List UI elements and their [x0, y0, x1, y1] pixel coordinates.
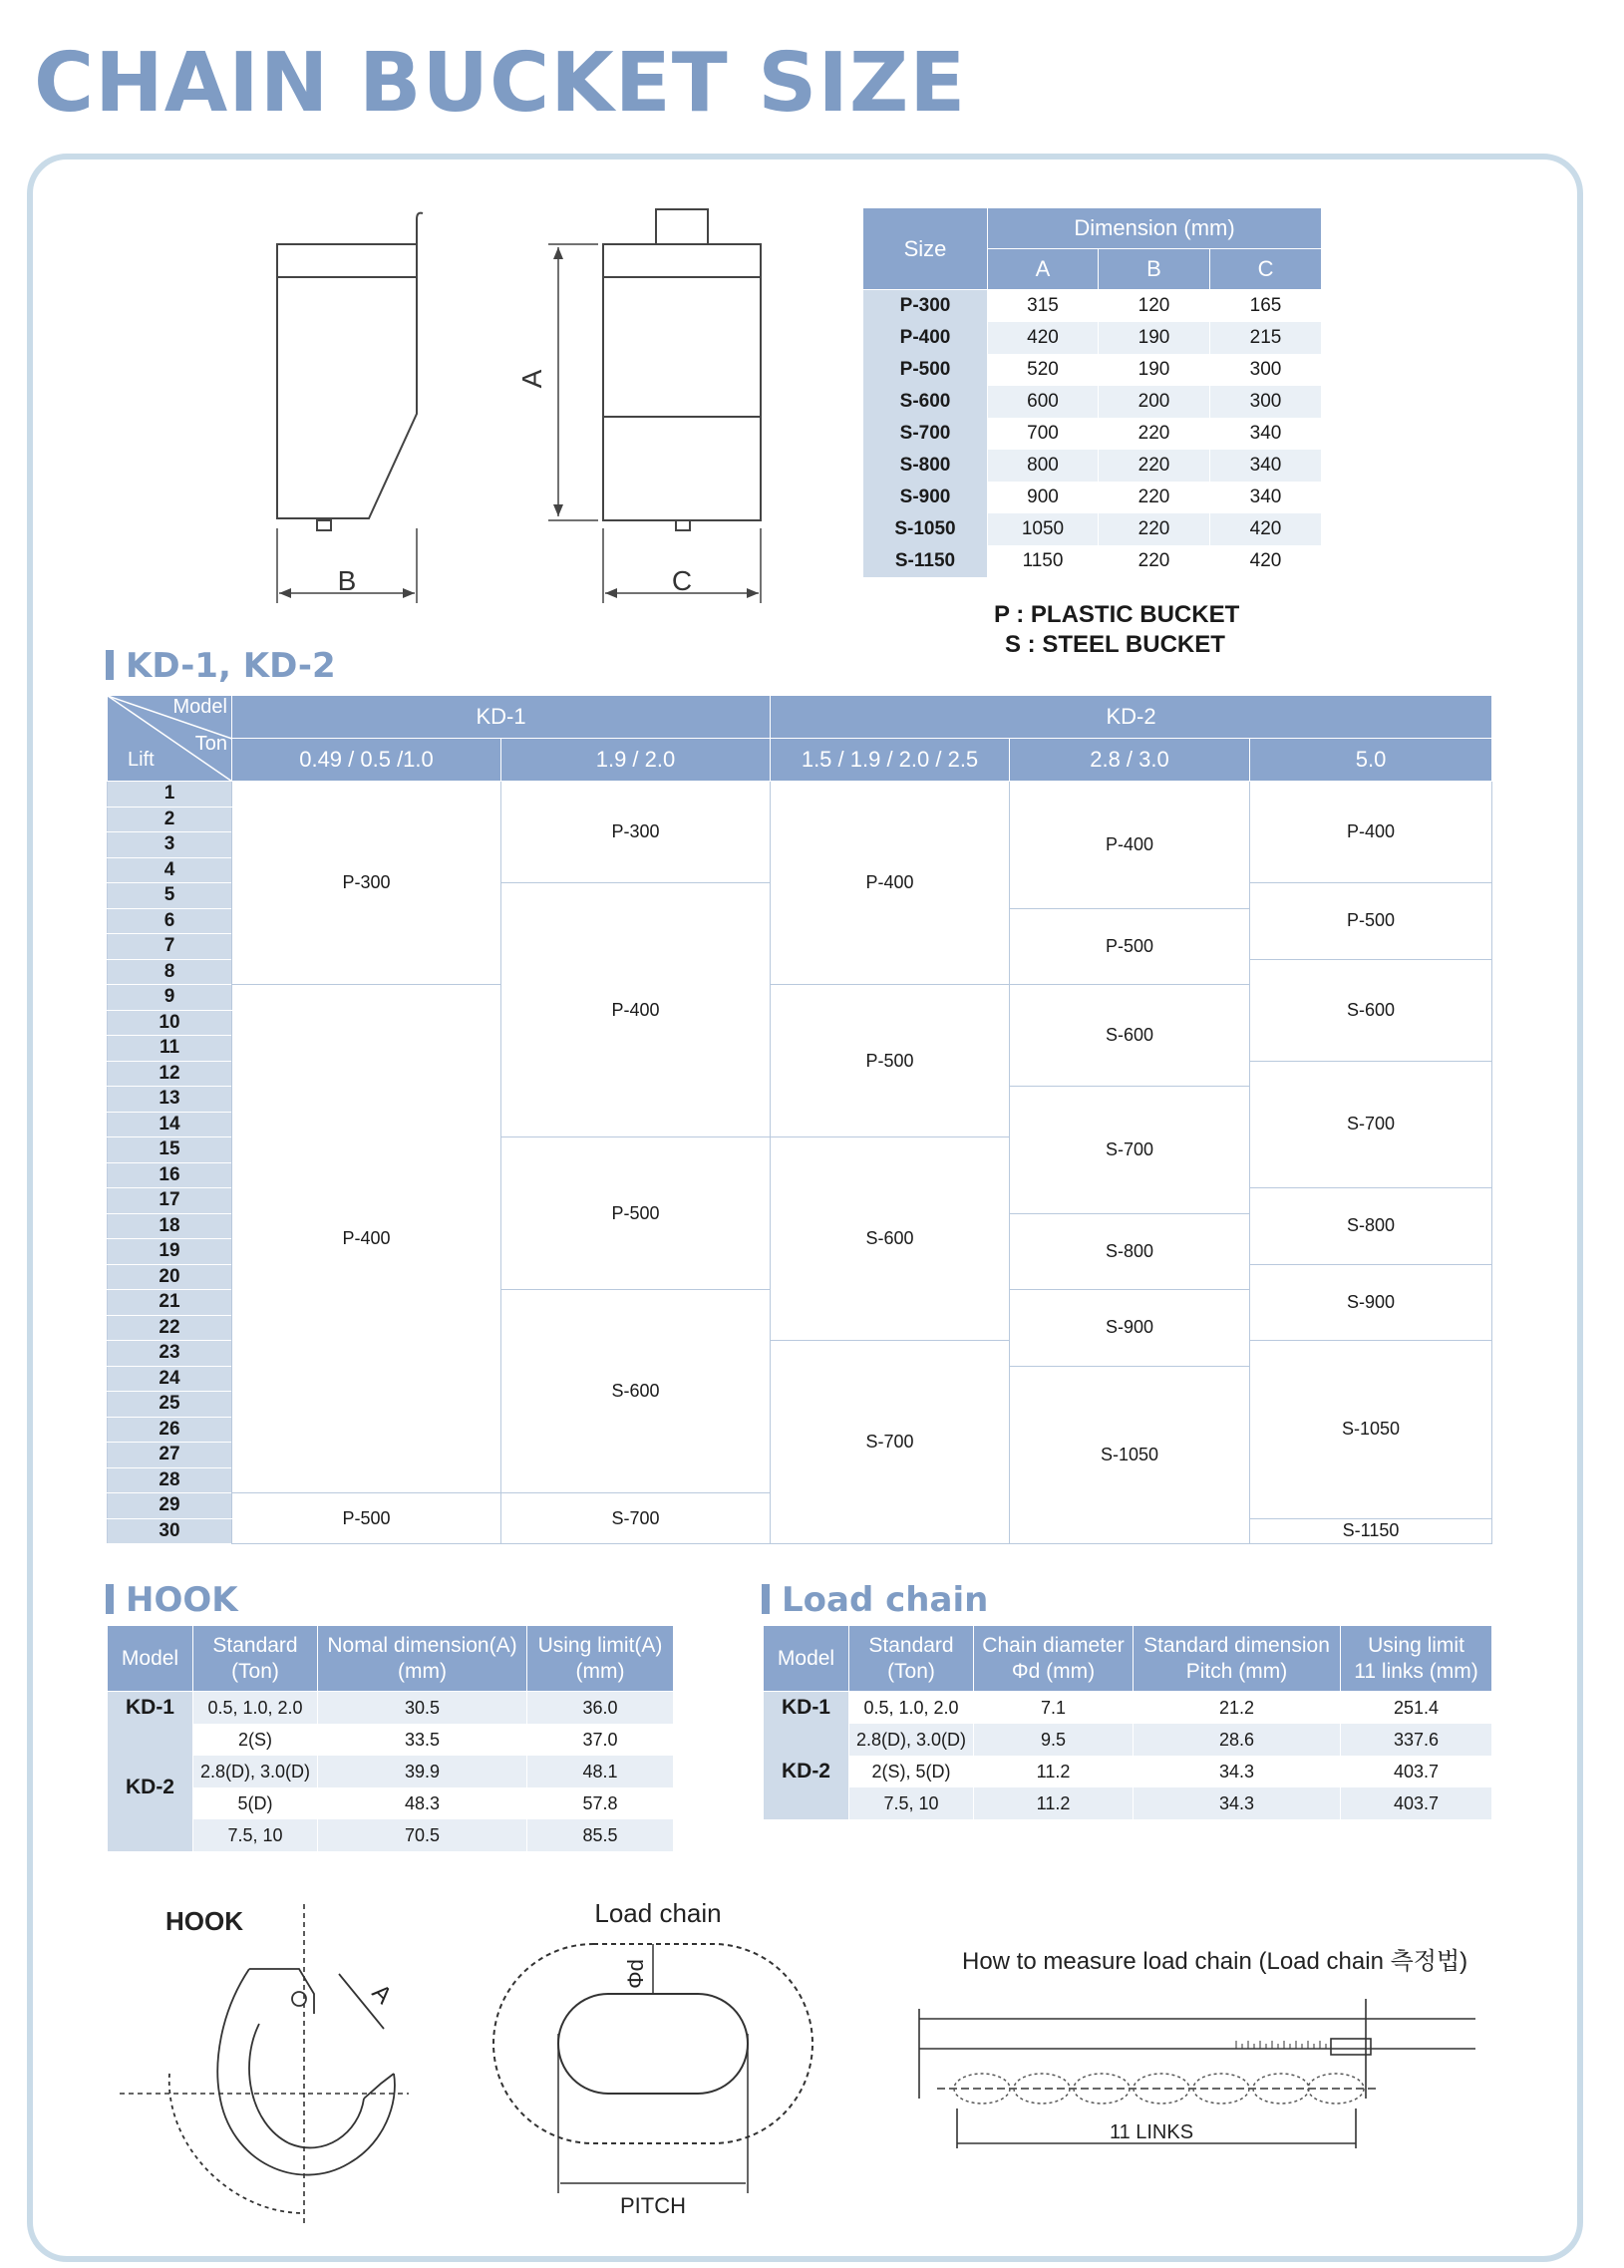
hook-limit: 85.5 [527, 1819, 674, 1851]
chain-standard: 2.8(D), 3.0(D) [849, 1724, 974, 1756]
bucket-side-body [277, 277, 417, 518]
chain-diameter: 11.2 [974, 1787, 1134, 1819]
chain-dim-d: Φd [623, 1959, 648, 1989]
load-chain-table [763, 1625, 1492, 1819]
lift-number: 6 [108, 908, 232, 934]
bucket-size-cell-col5: S-800 [1250, 1188, 1492, 1265]
dim-c-cell: 300 [1210, 386, 1322, 418]
dim-a-cell: 1150 [988, 545, 1099, 577]
bucket-size-cell-col5: S-1050 [1250, 1341, 1492, 1519]
ton-col-4: 2.8 / 3.0 [1010, 739, 1250, 782]
bucket-drawing [259, 199, 778, 618]
hook-header-limit-1: Using limit(A) [537, 1633, 663, 1657]
chain-row [764, 1724, 1492, 1756]
bucket-size-cell-col5: P-400 [1250, 782, 1492, 883]
chain-diagram-label: Load chain [594, 1898, 722, 1928]
lift-table-body [108, 782, 1492, 1544]
hook-standard: 0.5, 1.0, 2.0 [193, 1692, 318, 1725]
size-cell: S-1150 [863, 545, 988, 577]
lift-number: 30 [108, 1518, 232, 1544]
lift-number: 2 [108, 807, 232, 832]
lift-number: 29 [108, 1493, 232, 1519]
chain-pitch: 34.3 [1134, 1756, 1341, 1787]
chain-link-diagram [479, 1894, 847, 2223]
lift-number: 25 [108, 1392, 232, 1418]
dim-c-cell: 420 [1210, 513, 1322, 545]
chain-table-body [764, 1692, 1492, 1820]
ton-col-3: 1.5 / 1.9 / 2.0 / 2.5 [771, 739, 1010, 782]
lift-number: 1 [108, 782, 232, 808]
hook-header-standard-2: (Ton) [231, 1659, 279, 1683]
hook-section-heading [106, 1580, 238, 1620]
dim-b-cell: 220 [1099, 418, 1210, 450]
bucket-size-cell-col1: P-400 [232, 985, 501, 1493]
hook-table [107, 1625, 674, 1851]
hook-dim-a: A [366, 1979, 398, 2010]
size-cell: S-600 [863, 386, 988, 418]
kd-section-heading [106, 646, 336, 686]
dim-b-cell: 220 [1099, 545, 1210, 577]
chain-limit: 251.4 [1341, 1692, 1492, 1725]
dim-a-cell: 315 [988, 290, 1099, 323]
lift-number: 11 [108, 1036, 232, 1062]
hook-row [108, 1787, 674, 1819]
dim-c-cell: 420 [1210, 545, 1322, 577]
hook-standard: 2(S) [193, 1724, 318, 1756]
hook-diagram-label: HOOK [165, 1906, 243, 1936]
dim-a-cell: 1050 [988, 513, 1099, 545]
chain-dim-pitch: PITCH [620, 2193, 686, 2218]
dim-label-c: C [671, 565, 693, 596]
corner-ton: Ton [194, 733, 227, 755]
hook-header-limit-2: (mm) [575, 1659, 625, 1683]
dim-b-cell: 200 [1099, 386, 1210, 418]
size-cell: P-300 [863, 290, 988, 323]
lift-number: 5 [108, 883, 232, 909]
size-cell: P-500 [863, 354, 988, 386]
chain-link-inner [558, 1994, 748, 2094]
size-row [863, 322, 1322, 354]
bucket-size-cell-col2: S-600 [501, 1290, 771, 1493]
hook-header-nominal-1: Nomal dimension(A) [327, 1633, 517, 1657]
chain-pitch: 21.2 [1134, 1692, 1341, 1725]
size-row [863, 513, 1322, 545]
header-dimension: Dimension (mm) [988, 208, 1322, 249]
hook-row [108, 1724, 674, 1756]
dim-c-cell: 340 [1210, 450, 1322, 482]
chain-row [764, 1787, 1492, 1819]
bucket-size-cell-col2: P-500 [501, 1137, 771, 1290]
hook-table-body [108, 1692, 674, 1852]
bucket-size-cell-col4: P-400 [1010, 782, 1250, 909]
hook-standard: 7.5, 10 [193, 1819, 318, 1851]
note-steel: S : STEEL BUCKET [1005, 631, 1225, 658]
hook-nominal: 48.3 [318, 1787, 527, 1819]
hook-diagram [110, 1894, 449, 2233]
chain-header-standard [849, 1626, 974, 1692]
bucket-size-table [862, 207, 1322, 577]
corner-header [108, 696, 232, 782]
chain-header-standard-2: (Ton) [887, 1659, 935, 1683]
chain-row [764, 1692, 1492, 1725]
chain-header-diameter-1: Chain diameter [982, 1633, 1125, 1657]
lift-number: 7 [108, 934, 232, 960]
header-size: Size [863, 208, 988, 290]
hook-limit: 57.8 [527, 1787, 674, 1819]
chain-header-limit-1: Using limit [1368, 1633, 1464, 1657]
lift-number: 22 [108, 1315, 232, 1341]
lift-number: 9 [108, 985, 232, 1011]
header-col-a: A [988, 249, 1099, 290]
lift-number: 14 [108, 1112, 232, 1137]
dim-a-cell: 700 [988, 418, 1099, 450]
size-table-body [863, 290, 1322, 578]
hook-header-nominal [318, 1626, 527, 1692]
header-col-c: C [1210, 249, 1322, 290]
size-row [863, 450, 1322, 482]
bucket-size-cell-col4: P-500 [1010, 908, 1250, 985]
bucket-size-cell-col4: S-600 [1010, 985, 1250, 1087]
chain-header-model: Model [764, 1626, 849, 1692]
chain-pitch: 28.6 [1134, 1724, 1341, 1756]
size-cell: S-1050 [863, 513, 988, 545]
bucket-size-cell-col2: P-400 [501, 883, 771, 1137]
lift-row [108, 782, 1492, 808]
bucket-size-cell-col3: S-700 [771, 1341, 1010, 1544]
lift-number: 16 [108, 1162, 232, 1188]
dim-c-cell: 340 [1210, 418, 1322, 450]
dim-label-b: B [337, 565, 357, 596]
hook-header-model: Model [108, 1626, 193, 1692]
bucket-side-lip [277, 244, 417, 277]
bucket-size-cell-col2: P-300 [501, 782, 771, 883]
dim-c-cell: 340 [1210, 482, 1322, 513]
bucket-size-cell-col3: P-500 [771, 985, 1010, 1137]
lift-number: 13 [108, 1087, 232, 1113]
bucket-size-cell-col3: S-600 [771, 1137, 1010, 1341]
header-kd2: KD-2 [771, 696, 1492, 739]
bucket-size-cell-col5: S-700 [1250, 1061, 1492, 1188]
chain-header-limit [1341, 1626, 1492, 1692]
header-kd1: KD-1 [232, 696, 771, 739]
lift-number: 4 [108, 857, 232, 883]
lift-number: 18 [108, 1213, 232, 1239]
size-row [863, 290, 1322, 323]
chain-limit: 337.6 [1341, 1724, 1492, 1756]
heading-bar [106, 1584, 114, 1614]
hook-header-limit [527, 1626, 674, 1692]
dim-b-cell: 220 [1099, 450, 1210, 482]
chain-standard: 7.5, 10 [849, 1787, 974, 1819]
chain-standard: 2(S), 5(D) [849, 1756, 974, 1787]
lift-number: 12 [108, 1061, 232, 1087]
dim-a-cell: 800 [988, 450, 1099, 482]
hook-header-nominal-2: (mm) [398, 1659, 447, 1683]
bucket-size-cell-col5: S-600 [1250, 959, 1492, 1061]
ton-col-1: 0.49 / 0.5 /1.0 [232, 739, 501, 782]
bucket-size-cell-col2: S-700 [501, 1493, 771, 1544]
size-cell: P-400 [863, 322, 988, 354]
dim-b-cell: 190 [1099, 322, 1210, 354]
size-row [863, 545, 1322, 577]
chain-header-pitch-1: Standard dimension [1143, 1633, 1330, 1657]
hook-header-standard-1: Standard [212, 1633, 298, 1657]
size-row [863, 482, 1322, 513]
dim-label-a: A [516, 369, 547, 389]
chain-header-standard-1: Standard [868, 1633, 954, 1657]
hook-row [108, 1756, 674, 1787]
ton-col-2: 1.9 / 2.0 [501, 739, 771, 782]
lift-number: 20 [108, 1264, 232, 1290]
lift-number: 19 [108, 1239, 232, 1265]
dim-b-cell: 190 [1099, 354, 1210, 386]
measure-links-label: 11 LINKS [1109, 2121, 1194, 2143]
dim-a-cell: 900 [988, 482, 1099, 513]
hook-header-standard [193, 1626, 318, 1692]
size-cell: S-700 [863, 418, 988, 450]
lift-number: 3 [108, 832, 232, 858]
dim-b-cell: 220 [1099, 482, 1210, 513]
bucket-size-cell-col4: S-800 [1010, 1213, 1250, 1290]
hook-standard: 5(D) [193, 1787, 318, 1819]
bucket-size-cell-col5: S-900 [1250, 1264, 1492, 1341]
lift-number: 10 [108, 1010, 232, 1036]
size-row [863, 354, 1322, 386]
chain-header-diameter-2: Φd (mm) [1011, 1659, 1096, 1683]
chain-limit: 403.7 [1341, 1756, 1492, 1787]
dim-b-cell: 220 [1099, 513, 1210, 545]
lift-number: 26 [108, 1417, 232, 1443]
hook-limit: 48.1 [527, 1756, 674, 1787]
bucket-size-cell-col3: P-400 [771, 782, 1010, 985]
dim-b-cell: 120 [1099, 290, 1210, 323]
size-row [863, 386, 1322, 418]
bucket-size-cell-col4: S-700 [1010, 1087, 1250, 1214]
hook-model-kd1: KD-1 [108, 1692, 193, 1725]
note-plastic: P : PLASTIC BUCKET [994, 601, 1240, 628]
bucket-size-cell-col5: P-500 [1250, 883, 1492, 960]
dim-c-cell: 215 [1210, 322, 1322, 354]
hook-nominal: 70.5 [318, 1819, 527, 1851]
chain-header-diameter [974, 1626, 1134, 1692]
chain-standard: 0.5, 1.0, 2.0 [849, 1692, 974, 1725]
dim-c-cell: 165 [1210, 290, 1322, 323]
hook-nominal: 39.9 [318, 1756, 527, 1787]
lift-number: 8 [108, 959, 232, 985]
measure-title: How to measure load chain (Load chain 측정법) [962, 1948, 1468, 1975]
chain-diameter: 7.1 [974, 1692, 1134, 1725]
hook-nominal: 30.5 [318, 1692, 527, 1725]
lift-size-table [107, 695, 1492, 1544]
hook-standard: 2.8(D), 3.0(D) [193, 1756, 318, 1787]
chain-pitch: 34.3 [1134, 1787, 1341, 1819]
lift-number: 21 [108, 1290, 232, 1316]
heading-bar [106, 650, 114, 680]
hook-model-kd2: KD-2 [108, 1724, 193, 1851]
chain-row [764, 1756, 1492, 1787]
bucket-size-cell-col1: P-300 [232, 782, 501, 985]
dim-a-cell: 420 [988, 322, 1099, 354]
measure-diagram [897, 1939, 1515, 2148]
header-col-b: B [1099, 249, 1210, 290]
hook-row [108, 1692, 674, 1725]
measure-ruler-ticks [1236, 2041, 1326, 2049]
chain-header-limit-2: 11 links (mm) [1354, 1659, 1478, 1683]
lift-number: 24 [108, 1366, 232, 1392]
dim-a-cell: 600 [988, 386, 1099, 418]
bucket-size-cell-col1: P-500 [232, 1493, 501, 1544]
chain-section-heading [762, 1580, 988, 1620]
lift-number: 28 [108, 1467, 232, 1493]
corner-lift: Lift [128, 749, 155, 771]
chain-model-kd1: KD-1 [764, 1692, 849, 1725]
bucket-size-cell-col5: S-1150 [1250, 1518, 1492, 1544]
chain-diameter: 11.2 [974, 1756, 1134, 1787]
hook-section-title: HOOK [126, 1580, 238, 1620]
bucket-size-cell-col4: S-900 [1010, 1290, 1250, 1367]
chain-header-pitch [1134, 1626, 1341, 1692]
chain-diameter: 9.5 [974, 1724, 1134, 1756]
lift-number: 15 [108, 1137, 232, 1163]
corner-model: Model [172, 696, 227, 718]
bucket-front-lip [603, 244, 761, 277]
kd-section-title: KD-1, KD-2 [126, 646, 336, 686]
hook-limit: 37.0 [527, 1724, 674, 1756]
bucket-size-cell-col4: S-1050 [1010, 1366, 1250, 1544]
chain-section-title: Load chain [782, 1580, 989, 1620]
lift-number: 23 [108, 1341, 232, 1367]
dim-a-cell: 520 [988, 354, 1099, 386]
size-cell: S-900 [863, 482, 988, 513]
chain-header-pitch-2: Pitch (mm) [1185, 1659, 1288, 1683]
ton-col-5: 5.0 [1250, 739, 1492, 782]
hook-limit: 36.0 [527, 1692, 674, 1725]
chain-limit: 403.7 [1341, 1787, 1492, 1819]
hook-row [108, 1819, 674, 1851]
size-row [863, 418, 1322, 450]
page-title: CHAIN BUCKET SIZE [34, 36, 967, 131]
chain-model-kd2: KD-2 [764, 1724, 849, 1819]
lift-number: 27 [108, 1443, 232, 1468]
dim-c-cell: 300 [1210, 354, 1322, 386]
size-cell: S-800 [863, 450, 988, 482]
hook-nominal: 33.5 [318, 1724, 527, 1756]
lift-number: 17 [108, 1188, 232, 1214]
heading-bar [762, 1584, 770, 1614]
